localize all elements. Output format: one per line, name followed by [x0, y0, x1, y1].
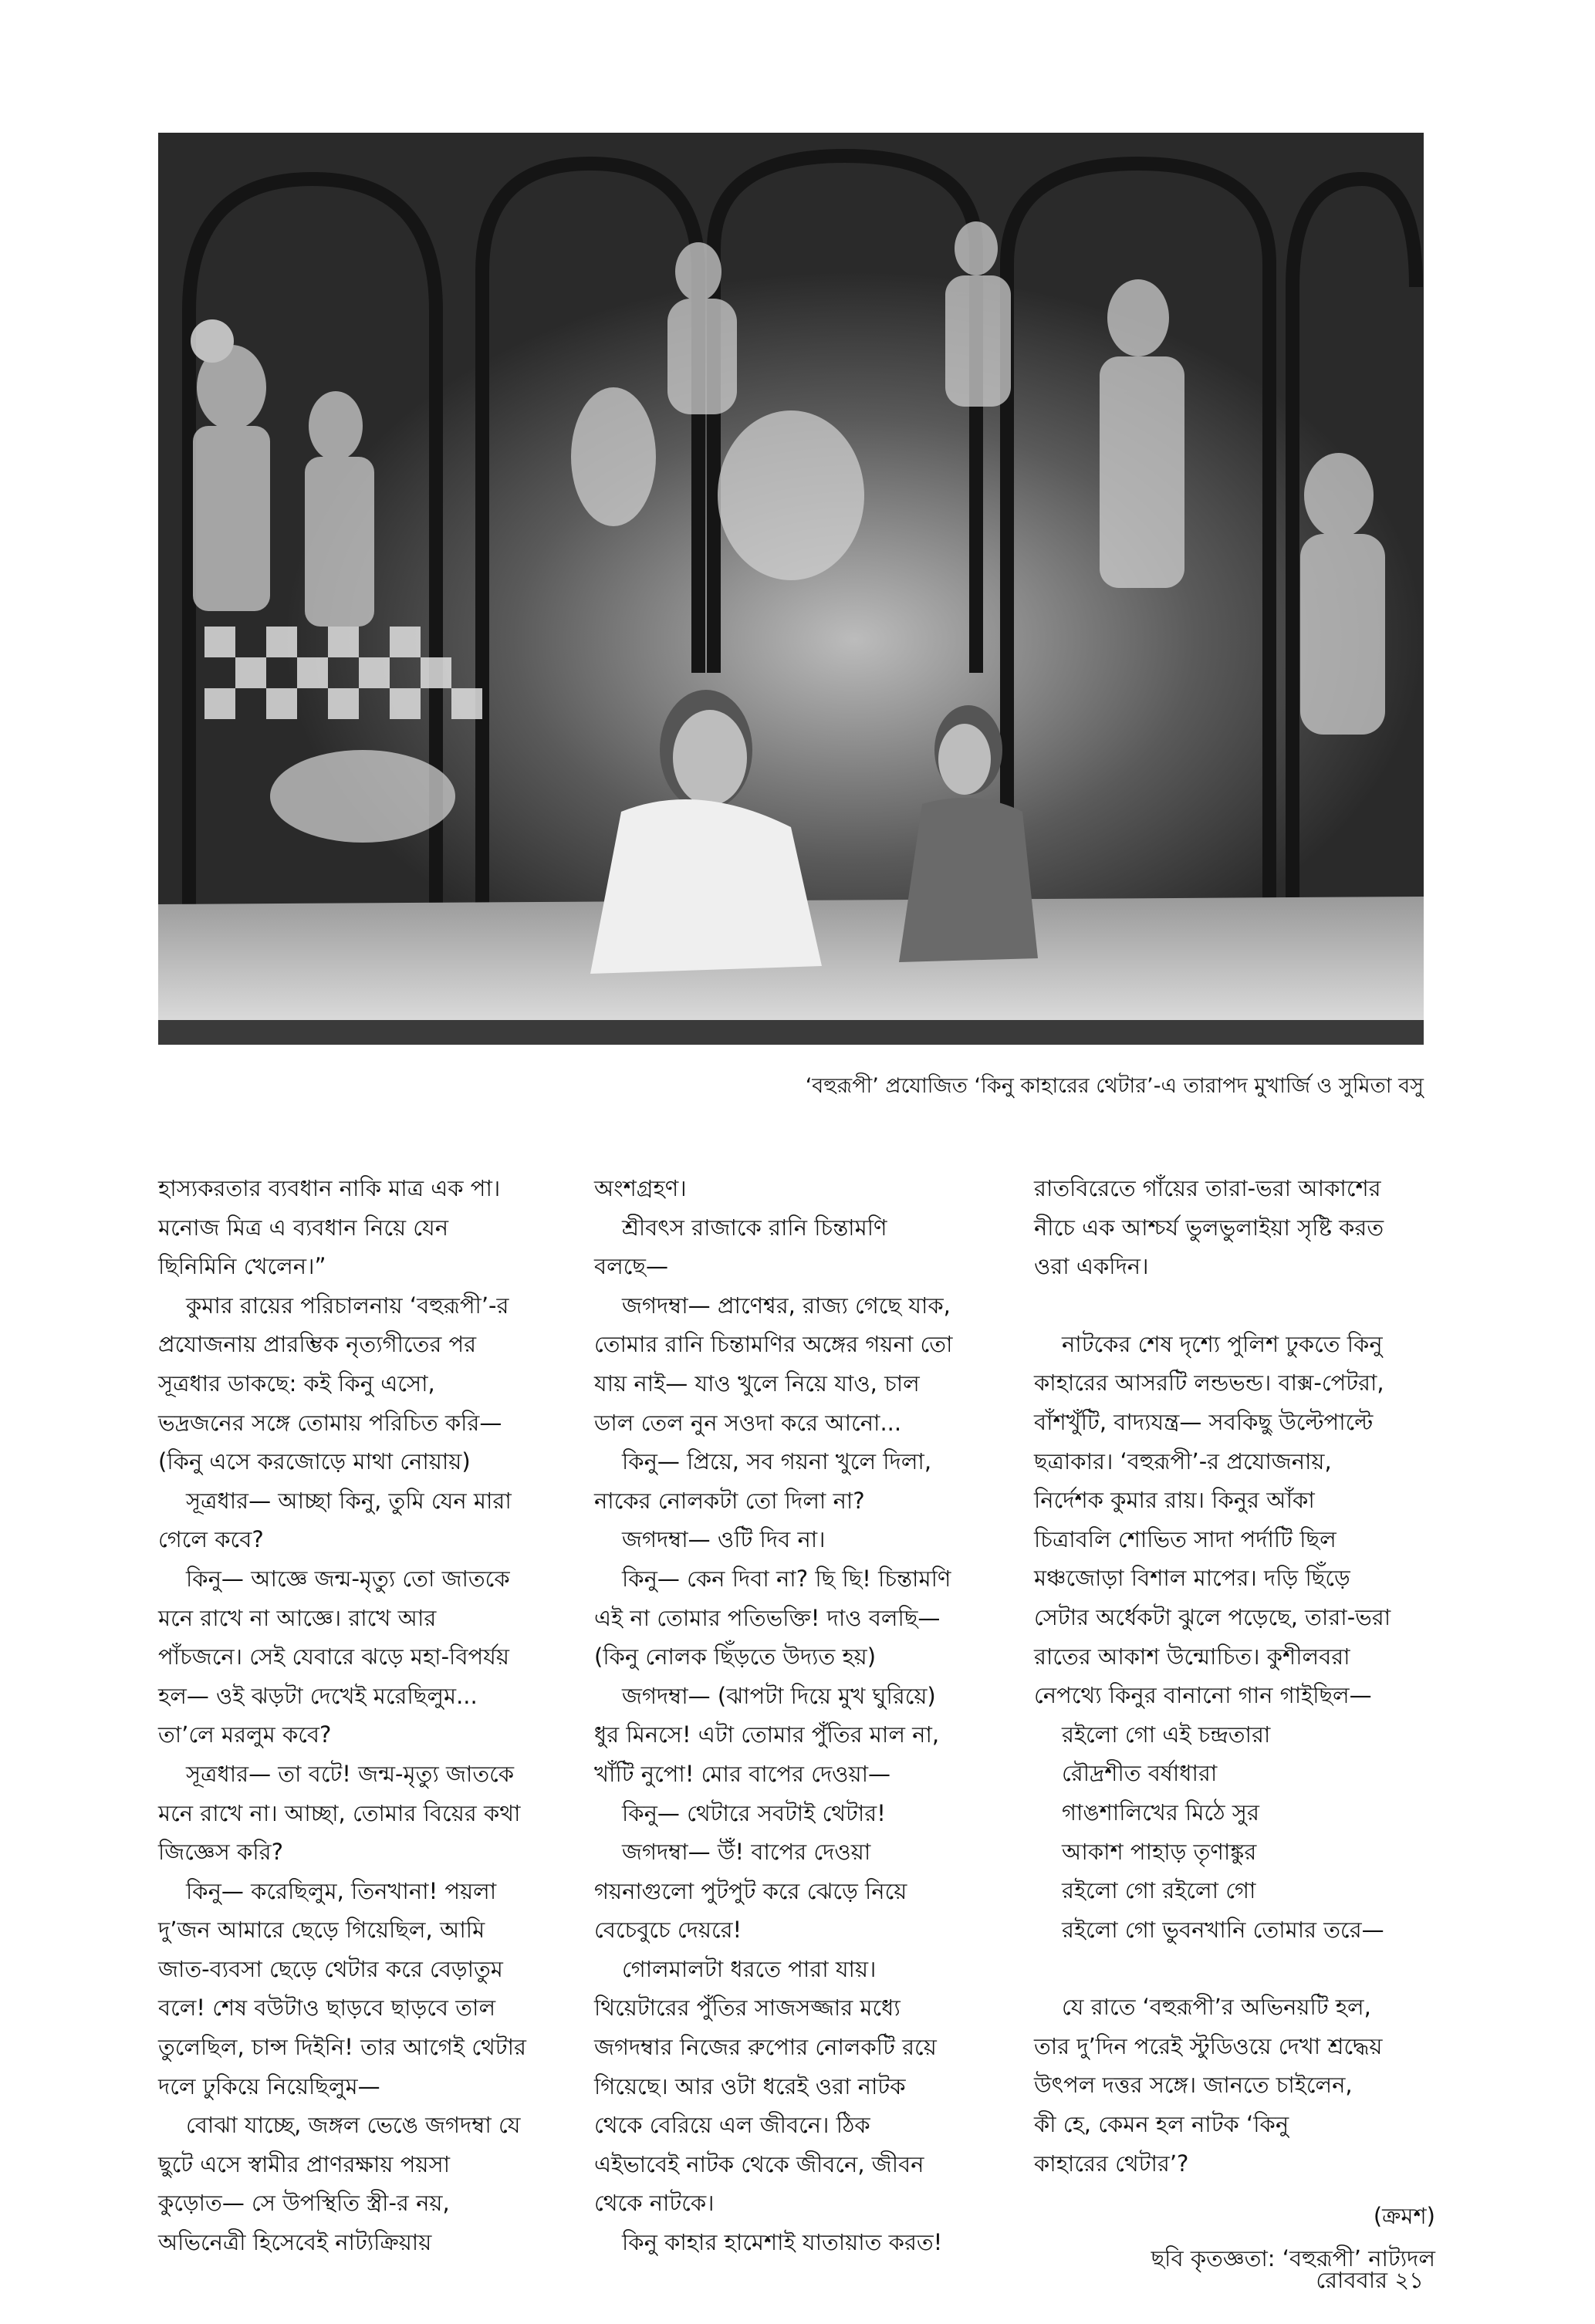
text-line: কিনু— থেটারে সবটাই থেটার!	[622, 1799, 886, 1826]
text-line: কিনু— কেন দিবা না? ছি ছি! চিন্তামণি	[622, 1565, 951, 1592]
text-line: মনে রাখে না আজ্ঞে। রাখে আর	[158, 1604, 437, 1631]
article-column-2	[594, 1169, 1003, 2262]
text-line: কুমার রায়ের পরিচালনায় ‘বহুরূপী’-র	[186, 1292, 509, 1319]
page-folio: রোববার ২১	[1316, 2267, 1424, 2293]
text-line: (কিনু এসে করজোড়ে মাথা নোয়ায়)	[158, 1448, 471, 1475]
text-line: নীচে এক আশ্চর্য ভুলভুলাইয়া সৃষ্টি করত	[1034, 1214, 1384, 1241]
text-line: জগদম্বা— প্রাণেশ্বর, রাজ্য গেছে যাক,	[622, 1292, 951, 1319]
text-line: এইভাবেই নাটক থেকে জীবনে, জীবন	[594, 2150, 924, 2177]
text-line: গোলমালটা ধরতে পারা যায়।	[622, 1955, 877, 1982]
text-line: অংশগ্রহণ।	[594, 1175, 687, 1201]
text-line: কিনু— আজ্ঞে জন্ম-মৃত্যু তো জাতকে	[186, 1565, 510, 1592]
text-line: জগদম্বার নিজের রুপোর নোলকটি রয়ে	[594, 2034, 937, 2061]
text-line: জগদম্বা— ওটি দিব না।	[622, 1526, 826, 1553]
song-line: রৌদ্রশীত বর্ষাধারা	[1062, 1760, 1218, 1787]
text-line: জগদম্বা— (ঝাপটা দিয়ে মুখ ঘুরিয়ে)	[622, 1682, 936, 1709]
text-line: জাত-ব্যবসা ছেড়ে থেটার করে বেড়াতুম	[158, 1955, 503, 1982]
text-line: কাহারের আসরটি লন্ডভন্ড। বাক্স-পেটরা,	[1034, 1370, 1384, 1397]
text-line: তা’লে মরলুম কবে?	[158, 1721, 332, 1748]
text-line: যায় নাই— যাও খুলে নিয়ে যাও, চাল	[594, 1370, 920, 1397]
text-line: থেকে বেরিয়ে এল জীবনে। ঠিক	[594, 2112, 870, 2139]
song-line: গাঙশালিখের মিঠে সুর	[1062, 1799, 1259, 1826]
text-line: ধুর মিনসে! এটা তোমার পুঁতির মাল না,	[594, 1721, 940, 1748]
song-line: রইলো গো ভুবনখানি তোমার তরে—	[1062, 1916, 1384, 1943]
photo-credit: ছবি কৃতজ্ঞতা: ‘বহুরূপী’ নাট্যদল	[1151, 2245, 1435, 2272]
text-line: সূত্রধার— আচ্ছা কিনু, তুমি যেন মারা	[186, 1487, 512, 1514]
text-line: বলছে—	[594, 1253, 668, 1280]
text-line: কুড়োত— সে উপস্থিতি স্ত্রী-র নয়,	[158, 2190, 450, 2217]
text-line: সূত্রধার— তা বটে! জন্ম-মৃত্যু জাতকে	[186, 1760, 515, 1787]
text-line: সেটার অর্ধেকটা ঝুলে পড়েছে, তারা-ভরা	[1034, 1603, 1391, 1630]
text-line: বাঁশখুঁটি, বাদ্যযন্ত্র— সবকিছু উল্টেপাল্টে	[1034, 1408, 1374, 1435]
text-line: হাস্যকরতার ব্যবধান নাকি মাত্র এক পা।	[158, 1175, 501, 1201]
text-line: এই না তোমার পতিভক্তি! দাও বলছি—	[594, 1604, 941, 1631]
text-line: হল— ওই ঝড়টা দেখেই মরেছিলুম...	[158, 1682, 478, 1709]
song-line: রইলো গো রইলো গো	[1062, 1877, 1256, 1904]
text-line: মনে রাখে না। আচ্ছা, তোমার বিয়ের কথা	[158, 1799, 521, 1826]
photo-caption: ‘বহুরূপী’ প্রযোজিত ‘কিনু কাহারের থেটার’-এ তারাপদ মুখার্জি ও সুমিতা বসু	[805, 1074, 1424, 1098]
text-line: কিনু— প্রিয়ে, সব গয়না খুলে দিলা,	[622, 1448, 932, 1475]
text-line: থিয়েটারের পুঁতির সাজসজ্জার মধ্যে	[594, 1995, 901, 2022]
text-line: ছিনিমিনি খেলেন।”	[158, 1253, 326, 1280]
text-line: রাতবিরেতে গাঁয়ের তারা-ভরা আকাশের	[1034, 1175, 1381, 1201]
text-line: কাহারের থেটার’?	[1034, 2150, 1189, 2177]
text-line: কিনু— করেছিলুম, তিনখানা! পয়লা	[186, 1877, 497, 1904]
text-line: নির্দেশক কুমার রায়। কিনুর আঁকা	[1034, 1487, 1315, 1514]
text-line: গয়নাগুলো পুটপুট করে ঝেড়ে নিয়ে	[594, 1877, 907, 1904]
text-line: পাঁচজনে। সেই যেবারে ঝড়ে মহা-বিপর্যয়	[158, 1643, 509, 1670]
text-line: বেচেবুচে দেয়রে!	[594, 1917, 742, 1944]
text-line: ছুটে এসে স্বামীর প্রাণরক্ষায় পয়সা	[158, 2150, 451, 2177]
text-line: চিত্রাবলি শোভিত সাদা পর্দাটি ছিল	[1034, 1525, 1336, 1552]
song-line: আকাশ পাহাড় তৃণাঙ্কুর	[1062, 1838, 1257, 1865]
text-line: যে রাতে ‘বহুরূপী’র অভিনয়টি হল,	[1062, 1994, 1371, 2021]
text-line: জগদম্বা— উঁ! বাপের দেওয়া	[622, 1839, 871, 1866]
text-line: ভদ্রজনের সঙ্গে তোমায় পরিচিত করি—	[158, 1409, 502, 1436]
text-line: দু’জন আমারে ছেড়ে গিয়েছিল, আমি	[158, 1917, 485, 1944]
article-column-3	[1034, 1169, 1435, 2278]
text-line: নাকের নোলকটা তো দিলা না?	[594, 1487, 865, 1514]
text-line: তোমার রানি চিন্তামণির অঙ্গের গয়না তো	[594, 1331, 953, 1358]
stage-photo	[158, 133, 1424, 1045]
text-line: থেকে নাটকে।	[594, 2190, 715, 2217]
text-line: ছত্রাকার। ‘বহুরূপী’-র প্রযোজনায়,	[1034, 1447, 1332, 1474]
text-line: নাটকের শেষ দৃশ্যে পুলিশ ঢুকতে কিনু	[1062, 1330, 1383, 1357]
text-line: প্রযোজনায় প্রারম্ভিক নৃত্যগীতের পর	[158, 1331, 477, 1358]
text-line: বোঝা যাচ্ছে, জঙ্গল ভেঙে জগদম্বা যে	[186, 2112, 521, 2139]
text-line: নেপথ্যে কিনুর বানানো গান গাইছিল—	[1034, 1682, 1372, 1709]
text-line: কী হে, কেমন হল নাটক ‘কিনু	[1034, 2111, 1289, 2138]
text-line: কিনু কাহার হামেশাই যাতায়াত করত!	[622, 2229, 943, 2256]
article-column-1	[158, 1169, 567, 2262]
to-be-continued-note: (ক্রমশ)	[1373, 2203, 1435, 2230]
stage-photo-art	[158, 133, 1424, 1045]
text-line: গিয়েছে। আর ওটা ধরেই ওরা নাটক	[594, 2072, 906, 2099]
text-line: অভিনেত্রী হিসেবেই নাট্যক্রিয়ায়	[158, 2229, 432, 2256]
text-line: সূত্রধার ডাকছে: কই কিনু এসো,	[158, 1370, 435, 1397]
text-line: ডাল তেল নুন সওদা করে আনো...	[594, 1409, 902, 1436]
text-line: (কিনু নোলক ছিঁড়তে উদ্যত হয়)	[594, 1643, 877, 1670]
text-line: বলে! শেষ বউটাও ছাড়বে ছাড়বে তাল	[158, 1995, 496, 2022]
text-line: ওরা একদিন।	[1034, 1253, 1149, 1280]
text-line: উৎপল দত্তর সঙ্গে। জানতে চাইলেন,	[1034, 2072, 1353, 2099]
text-line: রাতের আকাশ উন্মোচিত। কুশীলবরা	[1034, 1643, 1350, 1670]
text-line: দলে ঢুকিয়ে নিয়েছিলুম—	[158, 2072, 380, 2099]
text-line: শ্রীবৎস রাজাকে রানি চিন্তামণি	[622, 1214, 887, 1241]
text-line: তুলেছিল, চান্স দিইনি! তার আগেই থেটার	[158, 2034, 526, 2061]
text-line: খাঁটি নুপো! মোর বাপের দেওয়া—	[594, 1760, 891, 1787]
text-line: জিজ্ঞেস করি?	[158, 1839, 283, 1866]
text-line: তার দু’দিন পরেই স্টুডিওয়ে দেখা শ্রদ্ধেয়	[1034, 2032, 1383, 2059]
text-line: মঞ্চজোড়া বিশাল মাপের। দড়ি ছিঁড়ে	[1034, 1565, 1350, 1592]
text-line: মনোজ মিত্র এ ব্যবধান নিয়ে যেন	[158, 1214, 449, 1241]
text-line: গেলে কবে?	[158, 1526, 264, 1553]
song-line: রইলো গো এই চন্দ্রতারা	[1062, 1721, 1271, 1748]
